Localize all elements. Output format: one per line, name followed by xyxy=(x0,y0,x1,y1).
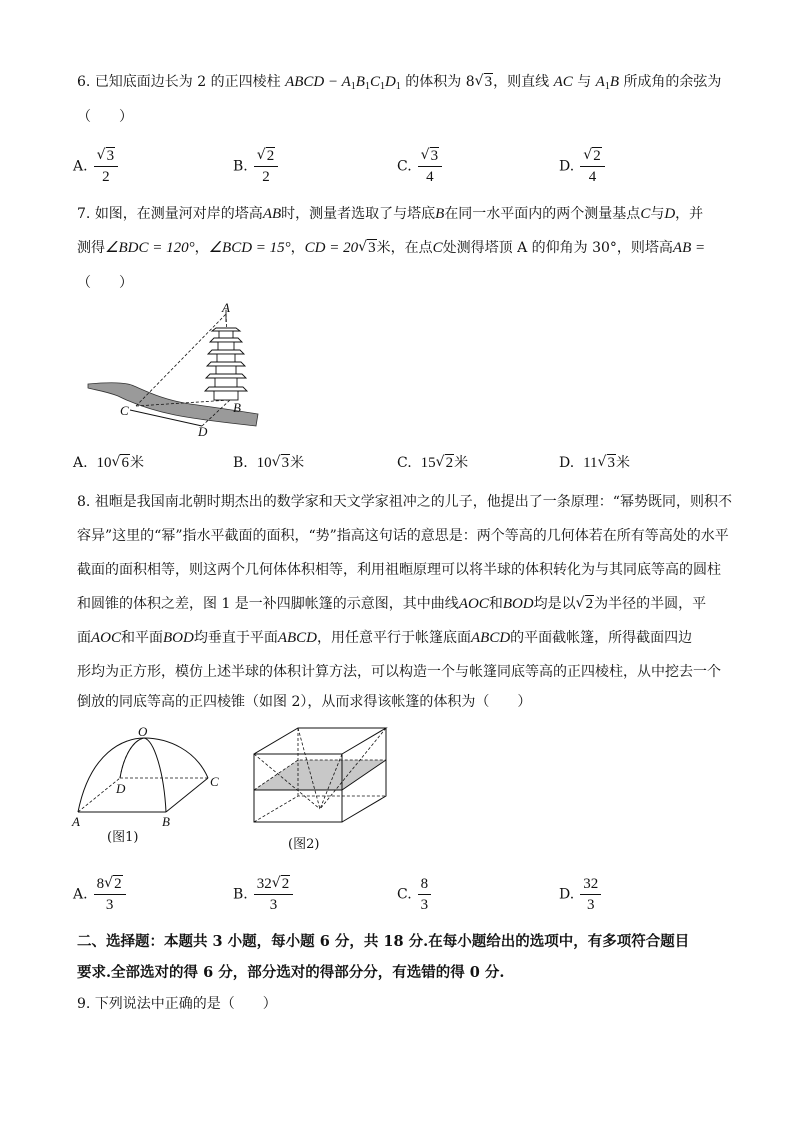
q6-line-a1b: $A_1B$ xyxy=(595,74,619,92)
q7-number: 7. xyxy=(77,206,91,222)
q8-option-b[interactable]: B. $\frac{32√ 2}{3}$ xyxy=(233,874,293,915)
base-edge-bc xyxy=(166,778,208,812)
pagoda-icon xyxy=(205,310,247,400)
q6-option-b[interactable]: B. √ $\frac{2}{2}$ xyxy=(233,146,278,187)
arc-aoc xyxy=(78,738,208,812)
q6-stem-line1: 6. 已知底面边长为 2 的正四棱柱 ABCD − $A_1B_1C_1D_1$ 的体积为 8√ 3，则直线 AC 与 $A_1B$ 所成角的余弦为 xyxy=(77,72,724,97)
label-c: C xyxy=(120,403,129,418)
label-b: B xyxy=(162,814,170,829)
q7-tower-figure xyxy=(80,300,270,440)
q8-figure-1-caption: (图1) xyxy=(107,830,139,845)
q6-number: 6. xyxy=(77,74,91,90)
q7-option-c[interactable]: C. 15√ 2米 xyxy=(397,453,468,473)
q6-line-ac: AC xyxy=(553,74,573,90)
label-b: B xyxy=(233,400,241,415)
label-c: C xyxy=(210,774,219,789)
q8-stem-line5: 面AOC和平面BOD均垂直于平面ABCD，用任意平行于帐篷底面ABCD的平面截帐篷，所得截面四边 xyxy=(77,630,693,646)
q7-answer-paren: （ ） xyxy=(77,275,133,291)
q8-option-c[interactable]: C. $\frac{8}{3}$ xyxy=(397,874,431,915)
q8-stem-line2: 容异”这里的“幂”指水平截面的面积，“势”指高这句话的意思是：两个等高的几何体若在所有等高处的水平 xyxy=(77,528,729,544)
arc-bod xyxy=(120,738,166,812)
q6-answer-paren: （ ） xyxy=(77,109,133,125)
q6-prism: ABCD − $A_1B_1C_1D_1$ xyxy=(285,74,401,92)
q8-figure-2-caption: (图2) xyxy=(288,837,320,852)
q7-option-a[interactable]: A. 10√ 6米 xyxy=(73,453,144,473)
q8-stem-line6: 形均为正方形，模仿上述半球的体积计算方法，可以构造一个与帐篷同底等高的正四棱柱，从中挖去一个 xyxy=(77,664,721,680)
q8-option-a[interactable]: A. $\frac{8√ 2}{3}$ xyxy=(73,874,126,915)
q6-option-c[interactable]: C. √ $\frac{3}{4}$ xyxy=(397,146,442,187)
q9-stem: 9. 下列说法中正确的是（ ） xyxy=(77,996,277,1012)
label-d: D xyxy=(116,781,126,796)
q7-option-d[interactable]: D. 11√ 3米 xyxy=(559,453,630,473)
section-2-heading-line2: 要求.全部选对的得 6 分，部分选对的得部分分，有选错的得 0 分. xyxy=(77,964,505,981)
label-a: A xyxy=(222,300,230,315)
top-face xyxy=(254,728,386,754)
base-edge-ad xyxy=(78,778,120,812)
q8-figure-1-tent xyxy=(68,722,238,850)
q8-stem-line3: 截面的面积相等，则这两个几何体体积相等，利用祖暅原理可以将半球的体积转化为与其同底等高的圆柱 xyxy=(77,562,721,578)
q6-option-d[interactable]: D. √ $\frac{2}{4}$ xyxy=(559,146,605,187)
q8-stem-line1: 8. 祖暅是我国南北朝时期杰出的数学家和天文学家祖冲之的儿子，他提出了一条原理：“幂势既同，则积不 xyxy=(77,494,732,510)
label-o: O xyxy=(138,724,148,739)
arc-od-hidden xyxy=(120,738,144,778)
cross-section xyxy=(254,760,386,790)
q8-option-d[interactable]: D. $\frac{32}{3}$ xyxy=(559,874,601,915)
q7-option-b[interactable]: B. 10√ 3米 xyxy=(233,453,304,473)
label-a: A xyxy=(72,814,80,829)
q7-stem-line2: 测得∠BDC = 120°，∠BCD = 15°，CD = 20√ 3米，在点C处测得塔顶 A 的仰角为 30°，则塔高AB = xyxy=(77,238,724,258)
label-d: D xyxy=(198,424,208,439)
section-2-heading-line1: 二、选择题：本题共 3 小题，每小题 6 分，共 18 分.在每小题给出的选项中，有多项符合题目 xyxy=(77,933,690,950)
q7-stem-line1: 7. 如图，在测量河对岸的塔高AB时，测量者选取了与塔底B在同一水平面内的两个测量基点C与D，并 xyxy=(77,206,704,222)
q8-stem-line4: 和圆锥的体积之差，图 1 是一补四脚帐篷的示意图，其中曲线AOC和BOD均是以√ 2为半径的半圆，平 xyxy=(77,594,724,614)
q9-number: 9. xyxy=(77,996,91,1012)
q6-volume-sqrt: √ 3 xyxy=(475,72,494,92)
q8-number: 8. xyxy=(77,494,91,510)
q8-stem-line7: 倒放的同底等高的正四棱锥（如图 2），从而求得该帐篷的体积为（ ） xyxy=(77,694,532,710)
q8-figure-2-prism xyxy=(246,724,396,828)
q6-option-a[interactable]: A. √ $\frac{3}{2}$ xyxy=(73,146,118,187)
